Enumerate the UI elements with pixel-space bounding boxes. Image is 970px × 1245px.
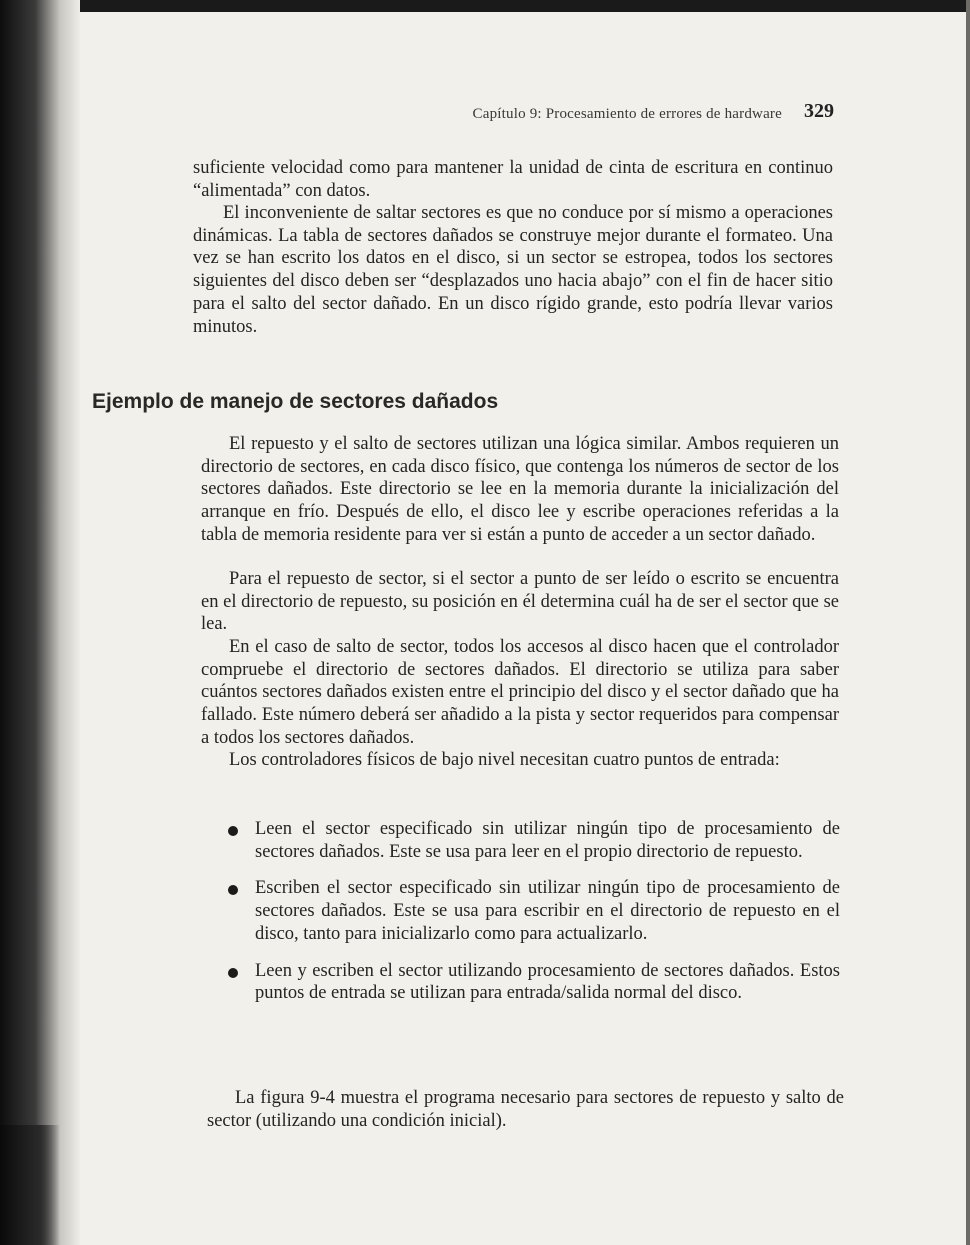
list-item xyxy=(228,960,840,1005)
running-head: Capítulo 9: Procesamiento de errores de hardware xyxy=(472,106,782,122)
list-item xyxy=(228,877,840,945)
paragraph-entry-points: Los controladores físicos de bajo nivel necesitan cuatro puntos de entrada: xyxy=(229,750,780,770)
paragraph-figure-reference: La figura 9-4 muestra el programa necesario para sectores de repuesto y salto de sector (utilizando una condición inicial). xyxy=(207,1088,844,1131)
book-spine-shadow xyxy=(0,0,80,1245)
list-item xyxy=(228,818,840,863)
paragraph-skip-sectors-drawback: El inconveniente de saltar sectores es que no conduce por sí mismo a operaciones dinámicas. La tabla de sectores dañados se construye mejor durante el formateo. Una vez se han escrito los datos en el disco, si un sector se estropea, todos los sectores siguientes del disco deben ser “desplazados uno hacia abajo” con el fin de hacer sitio para el salto del sector dañado. En un disco rígido grande, esto podría llevar varios minutos. xyxy=(193,203,833,337)
list-item-text: Leen y escriben el sector utilizando procesamiento de sectores dañados. Estos puntos de entrada se utilizan para entrada/salida normal del disco. xyxy=(255,960,840,1004)
page-right-edge xyxy=(966,0,970,1245)
list-item-text: Escriben el sector especificado sin utilizar ningún tipo de procesamiento de sectores dañados. Este se usa para escribir en el directorio de repuesto en el disco, tanto para inicializarlo como para actualizarlo. xyxy=(255,878,840,944)
bullet-icon xyxy=(228,826,238,836)
scan-top-edge xyxy=(0,0,970,12)
entry-points-list xyxy=(228,818,840,1019)
section-heading: Ejemplo de manejo de sectores dañados xyxy=(92,390,499,413)
list-item-text: Leen el sector especificado sin utilizar ningún tipo de procesamiento de sectores dañados. Este se usa para leer en el propio directorio de repuesto. xyxy=(255,819,840,862)
paragraph-sector-sparing: Para el repuesto de sector, si el sector a punto de ser leído o escrito se encuentra en el directorio de repuesto, su posición en él determina cuál ha de ser el sector que se lea. xyxy=(201,569,839,635)
bullet-icon xyxy=(228,885,238,895)
paragraph-sector-skipping: En el caso de salto de sector, todos los accesos al disco hacen que el controlador compruebe el directorio de sectores dañados. El directorio se utiliza para saber cuántos sectores dañados existen entre el principio del disco y el sector dañado que ha fallado. Este número deberá ser añadido a la pista y sector requeridos para compensar a todos los sectores dañados. xyxy=(201,637,839,748)
paragraph-spare-and-skip-logic: El repuesto y el salto de sectores utilizan una lógica similar. Ambos requieren un directorio de sectores, en cada disco físico, que contenga los números de sector de los sectores dañados. Este directorio se lee en la memoria durante la inicialización del arranque en frío. Después de ello, el disco lee y escribe operaciones referidas a la tabla de memoria residente para ver si están a punto de acceder a un sector dañado. xyxy=(201,434,839,545)
paragraph-continuation: suficiente velocidad como para mantener la unidad de cinta de escritura en continuo “alimentada” con datos. xyxy=(193,158,833,201)
book-spine-shadow-bottom xyxy=(0,1125,60,1245)
bullet-icon xyxy=(228,968,238,978)
page-header xyxy=(0,100,970,130)
page-number: 329 xyxy=(804,100,834,122)
